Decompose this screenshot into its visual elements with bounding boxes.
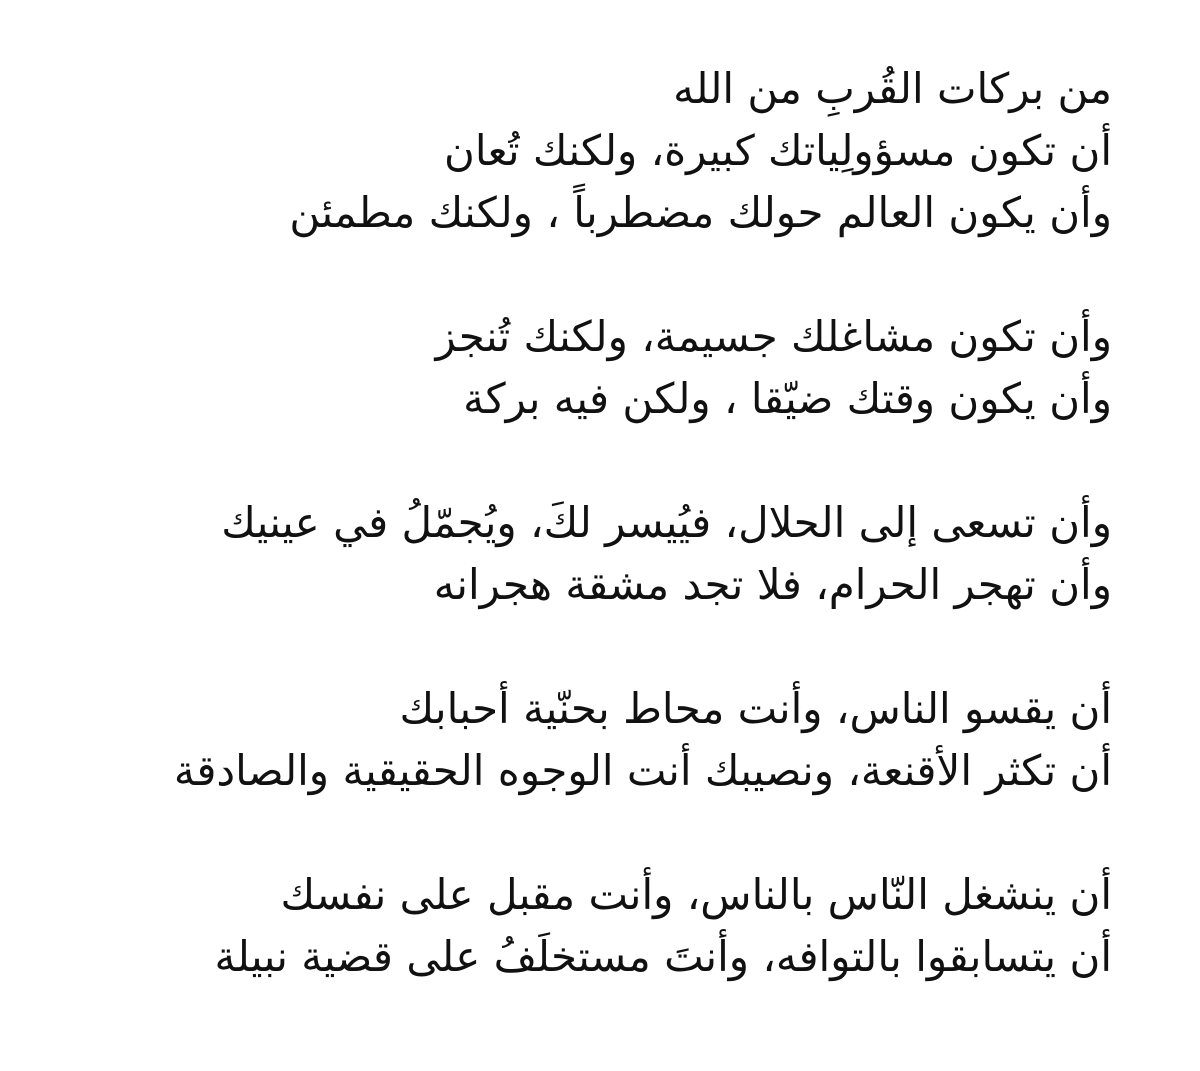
stanza-1 (72, 58, 1112, 244)
poem-line: أن تكثر الأقنعة، ونصيبك أنت الوجوه الحقيقية والصادقة (173, 746, 1112, 795)
poem-text (72, 58, 1112, 988)
poem-line: أن يتسابقوا بالتوافه، وأنتَ مستخلَفُ على قضية نبيلة (214, 932, 1112, 981)
stanza-2 (72, 306, 1112, 430)
poem-line: وأن تهجر الحرام، فلا تجد مشقة هجرانه (433, 560, 1112, 609)
stanza-3 (72, 492, 1112, 616)
poem-line: أن تكون مسؤولِياتك كبيرة، ولكنك تُعان (443, 126, 1112, 175)
poem-line: من بركات القُربِ من الله (673, 64, 1112, 113)
stanza-4 (72, 678, 1112, 802)
poem-line: أن يقسو الناس، وأنت محاط بحنّية أحبابك (399, 684, 1112, 733)
poem-line: وأن تكون مشاغلك جسيمة، ولكنك تُنجز (435, 312, 1112, 361)
stanza-5 (72, 864, 1112, 988)
poem-line: وأن يكون وقتك ضيّقا ، ولكن فيه بركة (463, 374, 1112, 423)
poem-line: وأن يكون العالم حولك مضطرباً ، ولكنك مطمئن (289, 188, 1112, 237)
poem-line: أن ينشغل النّاس بالناس، وأنت مقبل على نفسك (280, 870, 1112, 919)
poem-line: وأن تسعى إلى الحلال، فيُيسر لكَ، ويُجمّلُ في عينيك (221, 498, 1112, 547)
